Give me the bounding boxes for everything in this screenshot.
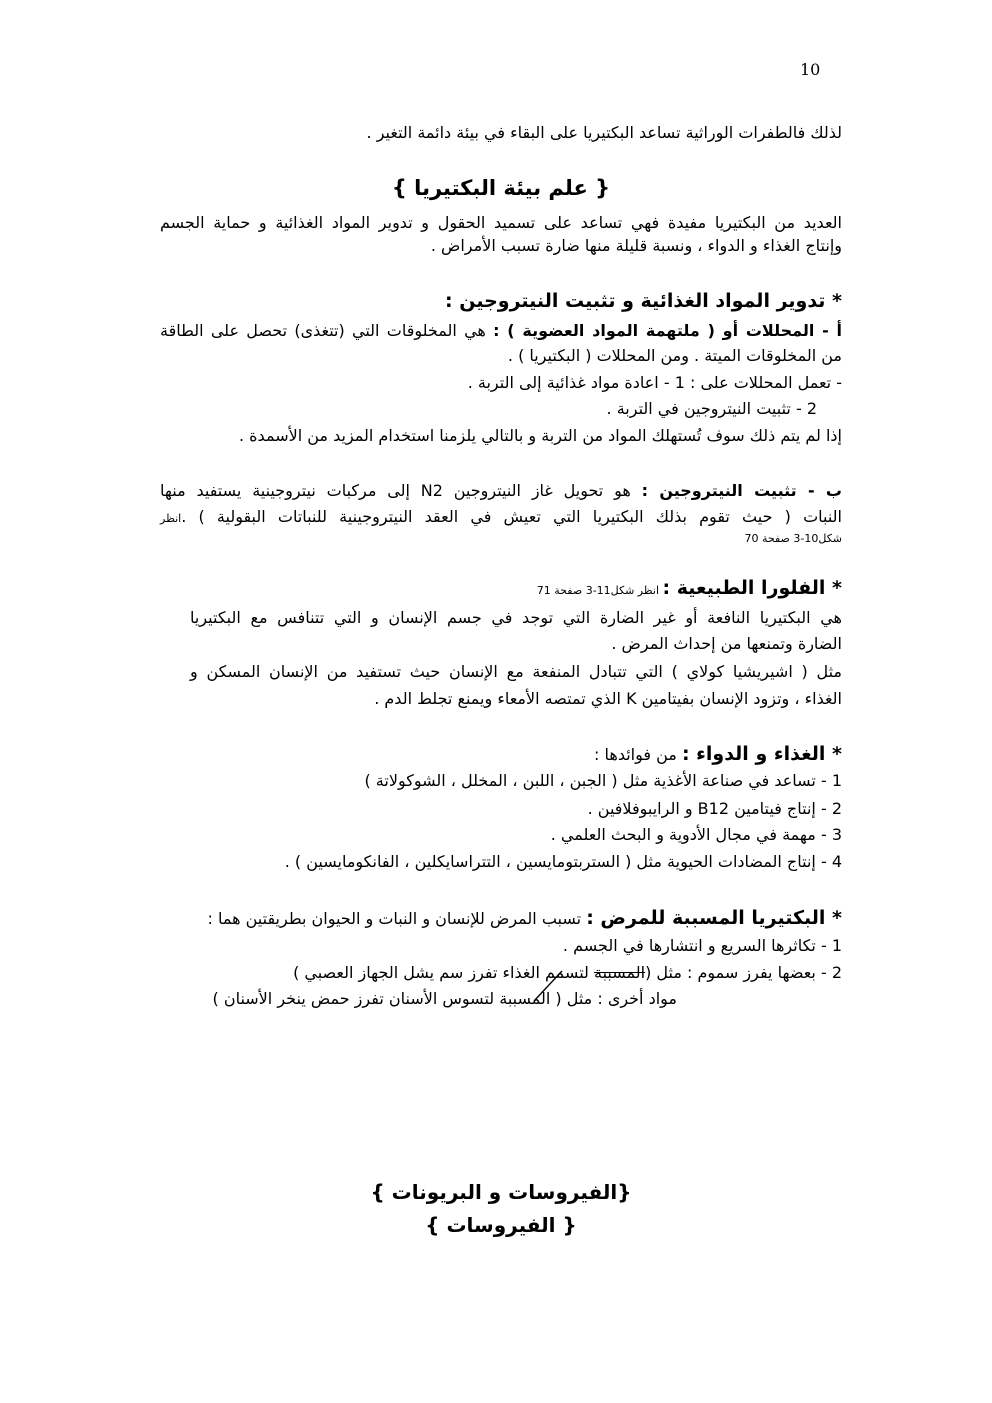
section-title: { علم بيئة البكتيريا } xyxy=(391,176,611,200)
disease-item-2-struck: المسببة xyxy=(593,963,646,982)
food-item-1: 1 - تساعد في صناعة الأغذية مثل ( الجبن ، اللبن ، المخلل ، الشوكولاتة ) xyxy=(364,771,842,790)
fixation-ref-word: انظر xyxy=(160,512,182,525)
decomposers-paragraph xyxy=(160,320,842,342)
disease-item-3: مواد أخرى : مثل ( المسببة لتسوس الأسنان تفرز حمض ينخر الأسنان ) xyxy=(212,989,677,1008)
fixation-figure-ref: شكل10-3 صفحة 70 xyxy=(744,532,842,545)
flora-line-3: مثل ( اشيريشيا كولاي ) التي تتبادل المنفعة مع الإنسان حيث تستفيد من الإنسان المسكن و xyxy=(190,662,842,681)
food-heading-row xyxy=(594,743,842,766)
fixation-line-2: النبات ( حيث تقوم بذلك البكتيريا التي تعيش في العقد النيتروجينية للنباتات البقولية ) . xyxy=(181,507,842,526)
cycling-heading: * تدوير المواد الغذائية و تثبيت النيتروجين : xyxy=(445,290,842,312)
fixation-line-2-row xyxy=(160,506,842,530)
decomposers-line-3: - تعمل المحللات على : 1 - اعادة مواد غذائية إلى التربة . xyxy=(467,373,842,392)
ecology-line-2: وإنتاج الغذاء و الدواء ، ونسبة قليلة منها ضارة تسبب الأمراض . xyxy=(430,236,842,255)
viruses-title: { الفيروسات } xyxy=(425,1213,577,1237)
disease-item-2-start: 2 - بعضها يفرز سموم : مثل ( xyxy=(645,963,842,982)
food-item-2: 2 - إنتاج فيتامين B12 و الرايبوفلافين . xyxy=(587,799,842,818)
disease-item-1: 1 - تكاثرها السريع و انتشارها في الجسم . xyxy=(562,936,842,955)
flora-line-4: الغذاء ، وتزود الإنسان بفيتامين K الذي تمتصه الأمعاء ويمنع تجلط الدم . xyxy=(374,689,842,708)
food-item-4: 4 - إنتاج المضادات الحيوية مثل ( الستربتومايسين ، التتراسايكلين ، الفانكومايسين ) . xyxy=(284,852,842,871)
decomposers-line-5: إذا لم يتم ذلك سوف تُستهلك المواد من التربة و بالتالي يلزمنا استخدام المزيد من الأسمدة . xyxy=(238,426,842,445)
flora-heading-row xyxy=(537,577,842,602)
food-intro: من فوائدها : xyxy=(594,745,682,764)
decomposers-text: هي المخلوقات التي (تتغذى) تحصل على الطاقة xyxy=(160,321,494,340)
food-item-3: 3 - مهمة في مجال الأدوية و البحث العلمي . xyxy=(550,825,842,844)
food-heading: * الغذاء و الدواء : xyxy=(681,743,842,765)
fixation-label: ب - تثبيت النيتروجين : xyxy=(641,481,842,500)
page-number: 10 xyxy=(800,60,821,79)
decomposers-label: أ - المحللات أو ( ملتهمة المواد العضوية ) : xyxy=(493,321,843,340)
decomposers-line-4: 2 - تثبيت النيتروجين في التربة . xyxy=(606,399,817,418)
fixation-paragraph xyxy=(160,480,842,502)
decomposers-line-2: من المخلوقات الميتة . ومن المحللات ( البكتيريا ) . xyxy=(507,346,842,365)
disease-item-2-end: لتسمم الغذاء تفرز سم يشل الجهاز العصبي ) xyxy=(293,963,594,982)
flora-figure-ref: انظر شكل11-3 صفحة 71 xyxy=(536,584,663,597)
fixation-text: هو تحويل غاز النيتروجين N2 إلى مركبات نيتروجينية يستفيد منها xyxy=(160,481,642,500)
intro-line: لذلك فالطفرات الوراثية تساعد البكتيريا على البقاء في بيئة دائمة التغير . xyxy=(366,123,842,142)
ecology-line-1: العديد من البكتيريا مفيدة فهي تساعد على تسميد الحقول و تدوير المواد الغذائية و حماية الجسم xyxy=(160,213,842,232)
flora-heading: * الفلورا الطبيعية : xyxy=(662,577,842,599)
disease-heading: * البكتيريا المسببة للمرض : xyxy=(586,907,842,929)
pen-slash-mark xyxy=(530,968,566,1004)
flora-line-1: هي البكتيريا النافعة أو غير الضارة التي توجد في جسم الإنسان و التي تتنافس مع البكتيريا xyxy=(190,608,842,627)
viruses-prions-title: {الفيروسات و البريونات } xyxy=(370,1180,632,1204)
disease-item-2 xyxy=(293,962,842,984)
disease-heading-row xyxy=(208,907,843,930)
disease-intro: تسبب المرض للإنسان و النبات و الحيوان بطريقتين هما : xyxy=(207,909,587,928)
flora-line-2: الضارة وتمنعها من إحداث المرض . xyxy=(611,634,842,653)
